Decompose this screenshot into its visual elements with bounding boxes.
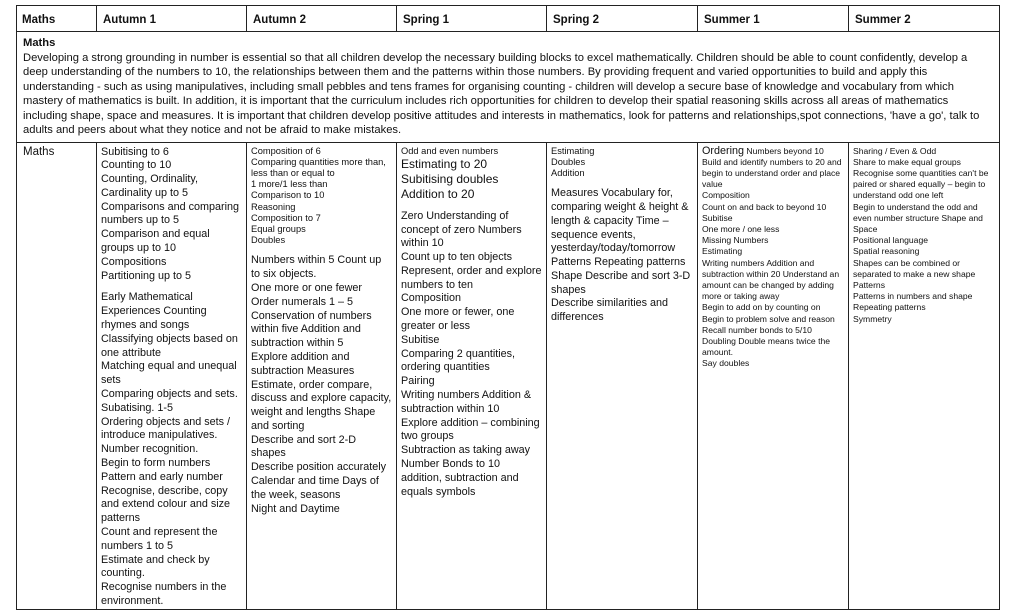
- content-line: Addition: [551, 167, 585, 178]
- content-line: Begin to form numbers Pattern and early number Recognise, describe, copy and extend colour and size patterns: [101, 457, 231, 525]
- content-line: Numbers within 5 Count up to six objects.: [251, 254, 382, 281]
- content-line: Composition to 7: [251, 212, 321, 223]
- content-line: Composition of 6: [251, 145, 321, 156]
- summer-2-cell: [849, 142, 1000, 609]
- content-line: Composition: [702, 190, 750, 201]
- content-row: [17, 142, 1000, 609]
- content-line: Pairing: [401, 375, 435, 388]
- content-line: Begin to add on by counting on Begin to problem solve and reason: [702, 302, 835, 324]
- content-line: Recognise numbers in the environment.: [101, 581, 227, 607]
- content-line: Subitise: [401, 333, 440, 346]
- content-line: One more or one fewer: [251, 281, 363, 294]
- content-line: Comparing objects and sets.: [101, 388, 238, 401]
- content-line: Count and represent the numbers 1 to 5: [101, 526, 218, 552]
- content-line: Comparing 2 quantities, ordering quantities: [401, 347, 516, 374]
- spring-1-block-2: [401, 210, 542, 500]
- curriculum-table: [16, 5, 1000, 610]
- header-subject: Maths: [17, 6, 97, 32]
- autumn-2-cell: [247, 142, 397, 609]
- intro-row: [17, 32, 1000, 143]
- content-line: Missing Numbers: [702, 235, 769, 246]
- content-line: Estimating to 20: [401, 156, 488, 171]
- summer-1-block: [702, 190, 844, 369]
- curriculum-document: [16, 5, 999, 610]
- content-line: Comparison and equal groups up to 10: [101, 228, 210, 255]
- content-line: Subitising doubles: [401, 171, 499, 186]
- content-line: Explore addition and subtraction Measures Estimate, order compare, discuss and explore capacity, weight and lengths Shape and sorting: [251, 350, 392, 432]
- header-spring-1: Spring 1: [397, 6, 547, 32]
- content-line: Sharing / Even & Odd: [853, 145, 937, 156]
- content-line: Writing numbers Addition & subtraction within 10: [401, 389, 532, 415]
- header-summer-1: Summer 1: [698, 6, 849, 32]
- autumn-1-block-2: [101, 291, 242, 608]
- content-line: Represent, order and explore numbers to ten: [401, 264, 542, 291]
- content-line: Count on and back to beyond 10: [702, 201, 827, 212]
- content-line: Conservation of numbers within five Addition and subtraction within 5: [251, 309, 372, 350]
- summer-1-cell: [698, 142, 849, 609]
- summer-1-lead: Ordering: [702, 144, 745, 157]
- content-line: Explore addition – combining two groups: [401, 416, 540, 443]
- summer-2-block: [853, 146, 995, 325]
- content-line: Share to make equal groups Recognise some quantities can't be paired or shared equally – begin to understand odd one left: [853, 156, 989, 201]
- content-line: Estimating: [702, 246, 743, 257]
- content-line: Compositions: [101, 255, 167, 268]
- content-line: Early Mathematical Experiences Counting rhymes and songs Classifying objects based on one attribute: [101, 291, 238, 359]
- content-line: Describe and sort 2-D shapes: [251, 433, 357, 460]
- row-label: Maths: [17, 142, 97, 609]
- content-line: Say doubles: [702, 358, 750, 369]
- content-line: Positional language: [853, 235, 929, 246]
- spring-1-cell: [397, 142, 547, 609]
- header-autumn-1: Autumn 1: [97, 6, 247, 32]
- content-line: Estimate and check by counting.: [101, 553, 210, 580]
- content-line: Night and Daytime: [251, 502, 340, 515]
- header-row: [17, 6, 1000, 32]
- content-line: Counting, Ordinality, Cardinality up to 5: [101, 173, 199, 199]
- header-autumn-2: Autumn 2: [247, 6, 397, 32]
- autumn-2-block-1: [251, 146, 392, 247]
- content-line: Reasoning: [251, 201, 296, 212]
- content-line: Composition: [401, 292, 462, 305]
- content-line: Odd and even numbers: [401, 145, 499, 156]
- content-line: Comparison to 10: [251, 190, 325, 201]
- content-line: 1 more/1 less than: [251, 179, 328, 190]
- content-line: Spatial reasoning: [853, 246, 920, 257]
- header-spring-2: Spring 2: [547, 6, 698, 32]
- content-line: Shapes can be combined or separated to make a new shape Patterns: [853, 257, 976, 290]
- content-line: Subtraction as taking away: [401, 444, 531, 457]
- spring-2-block-1: [551, 146, 693, 180]
- content-line: Doubles: [251, 235, 286, 246]
- spring-2-block-2: [551, 187, 693, 325]
- content-line: Number Bonds to 10: [401, 458, 501, 471]
- content-line: Patterns Repeating patterns: [551, 256, 686, 269]
- intro-title: Maths: [23, 37, 56, 49]
- content-line: Number recognition.: [101, 443, 199, 456]
- spring-2-cell: [547, 142, 698, 609]
- content-line: Subatising. 1-5: [101, 401, 174, 414]
- autumn-1-block-1: [101, 146, 242, 284]
- content-line: Subitise: [702, 212, 733, 223]
- summer-1-intro: [702, 146, 844, 191]
- content-line: Recall number bonds to 5/10 Doubling Double means twice the amount.: [702, 324, 831, 358]
- autumn-2-block-2: [251, 254, 392, 516]
- header-summer-2: Summer 2: [849, 6, 1000, 32]
- autumn-1-cell: [97, 142, 247, 609]
- intro-cell: [17, 32, 1000, 143]
- content-line: Order numerals 1 – 5: [251, 295, 354, 308]
- content-line: Writing numbers Addition and subtraction within 20 Understand an amount can be changed by adding more or taking away: [702, 257, 840, 302]
- summer-1-lead-rest: Numbers beyond 10 Build and identify numbers to 20 and begin to understand order and place value: [702, 145, 842, 190]
- content-line: Addition to 20: [401, 186, 475, 201]
- content-line: Describe similarities and differences: [551, 297, 669, 324]
- content-line: One more or fewer, one greater or less: [401, 306, 515, 333]
- intro-text: Developing a strong grounding in number is essential so that all children develop the necessary building blocks to excel mathematically. Children should be able to count confidently, develop a deep understanding of the numbers to 10, the relationships between them and the patterns within those numbers. By providing frequent and varied opportunities to build and apply this understanding - such as using manipulatives, including small pebbles and tens frames for organising counting - children will develop a secure base of knowledge and vocabulary from which mastery of mathematics is built. In addition, it is important that the curriculum includes rich opportunities for children to develop their spatial reasoning skills across all areas of mathematics including shape, space and measures. It is important that children develop positive attitudes and interests in mathematics, look for patterns and relationships,spot connections, 'have a go', talk to adults and peers about what they notice and not be afraid to make mistakes.: [23, 51, 980, 136]
- spring-1-big: [401, 157, 542, 202]
- content-line: Estimating: [551, 145, 595, 156]
- content-line: Comparisons and comparing numbers up to 5: [101, 200, 240, 227]
- content-line: Equal groups: [251, 223, 306, 234]
- content-line: Patterns in numbers and shape: [853, 291, 973, 302]
- content-line: Repeating patterns: [853, 302, 926, 313]
- content-line: Matching equal and unequal sets: [101, 360, 237, 387]
- content-line: Count up to ten objects: [401, 251, 513, 264]
- content-line: Doubles: [551, 156, 586, 167]
- content-line: One more / one less: [702, 223, 780, 234]
- content-line: Subitising to 6: [101, 145, 169, 158]
- content-line: Ordering objects and sets / introduce manipulatives.: [101, 415, 231, 442]
- content-line: Partitioning up to 5: [101, 269, 192, 282]
- content-line: Zero Understanding of concept of zero Numbers within 10: [401, 209, 522, 250]
- content-line: Calendar and time Days of the week, seasons: [251, 475, 379, 501]
- content-line: Symmetry: [853, 313, 892, 324]
- spring-1-small: [401, 146, 542, 157]
- content-line: Comparing quantities more than, less than or equal to: [251, 156, 386, 178]
- content-line: Counting to 10: [101, 159, 172, 172]
- content-line: Begin to understand the odd and even number structure Shape and Space: [853, 201, 983, 234]
- content-line: Shape Describe and sort 3-D shapes: [551, 269, 691, 296]
- content-line: Measures Vocabulary for, comparing weight & height & length & capacity Time – sequence events, yesterday/today/tomorrow: [551, 187, 689, 255]
- content-line: Describe position accurately: [251, 461, 387, 474]
- content-line: addition, subtraction and equals symbols: [401, 471, 519, 498]
